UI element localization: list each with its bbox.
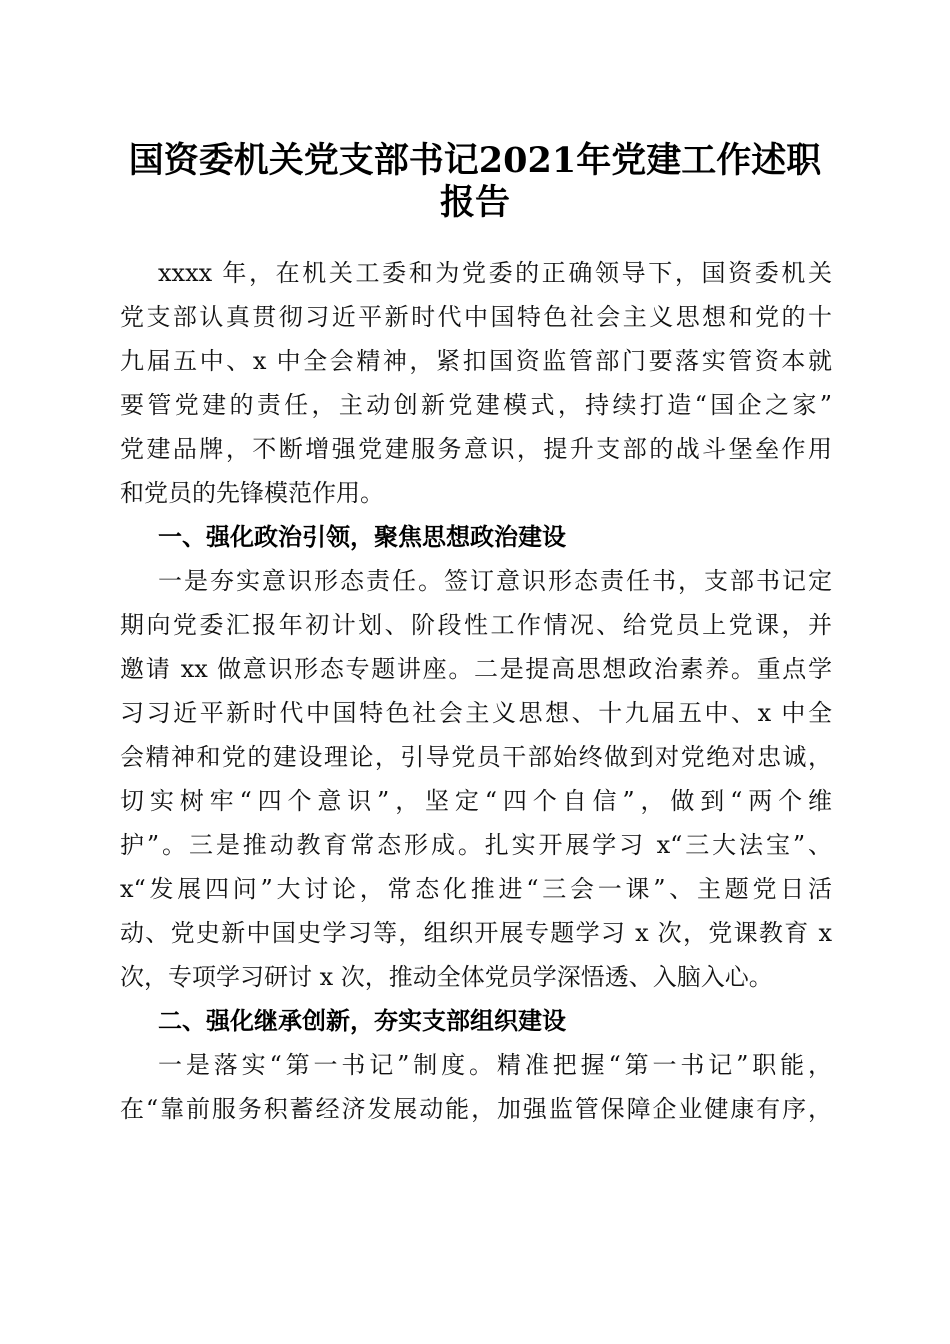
text-line: 九届五中、x 中全会精神，紧扣国资监管部门要落实管资本就: [120, 347, 832, 375]
text-line: 一是夯实意识形态责任。签订意识形态责任书，支部书记定: [158, 567, 832, 595]
section-heading: 一、强化政治引领，聚焦思想政治建设: [158, 523, 566, 551]
section-heading: 二、强化继承创新，夯实支部组织建设: [158, 1007, 566, 1035]
text-line: 和党员的先锋模范作用。: [120, 479, 384, 507]
text-line: x“发展四问”大讨论，常态化推进“三会一课”、主题党日活: [120, 875, 832, 903]
text-line: 护”。三是推动教育常态形成。扎实开展学习 x“三大法宝”、: [120, 831, 832, 859]
text-line: 习习近平新时代中国特色社会主义思想、十九届五中、x 中全: [120, 699, 832, 727]
text-line: 党建品牌，不断增强党建服务意识，提升支部的战斗堡垒作用: [120, 435, 832, 463]
text-line: 次，专项学习研讨 x 次，推动全体党员学深悟透、入脑入心。: [120, 963, 773, 991]
text-line: 期向党委汇报年初计划、阶段性工作情况、给党员上党课，并: [120, 611, 832, 639]
text-line: xxxx 年，在机关工委和为党委的正确领导下，国资委机关: [158, 259, 832, 287]
document-title-continued: 报告: [439, 182, 510, 223]
text-line: 在“靠前服务积蓄经济发展动能，加强监管保障企业健康有序，: [120, 1095, 832, 1123]
text-line: 切实树牢“四个意识”，坚定“四个自信”，做到“两个维: [120, 787, 832, 815]
text-line: 党支部认真贯彻习近平新时代中国特色社会主义思想和党的十: [120, 303, 832, 331]
text-line: 会精神和党的建设理论，引导党员干部始终做到对党绝对忠诚，: [120, 743, 832, 771]
text-line: 邀请 xx 做意识形态专题讲座。二是提高思想政治素养。重点学: [120, 655, 832, 683]
text-line: 要管党建的责任，主动创新党建模式，持续打造“国企之家”: [120, 391, 832, 419]
document-title: 国资委机关党支部书记2021年党建工作述职: [128, 140, 822, 181]
text-line: 一是落实“第一书记”制度。精准把握“第一书记”职能，: [158, 1051, 832, 1079]
text-line: 动、党史新中国史学习等，组织开展专题学习 x 次，党课教育 x: [120, 919, 832, 947]
